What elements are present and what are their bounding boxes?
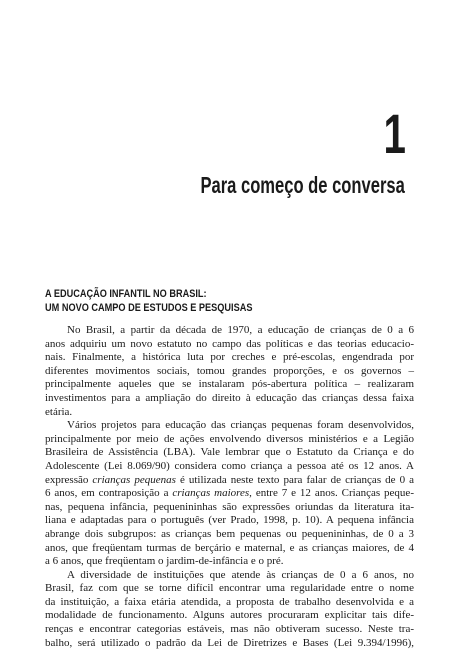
paragraph-2 [45, 419, 414, 569]
body-text [45, 324, 414, 650]
text-line: investimentos para a ampliação do direito à educação das crianças dessa faixa [45, 391, 414, 404]
text-run: entre 7 e 12 anos. Crianças peque- [251, 487, 414, 500]
text-line: diferentes movimentos sociais, tomou grandes proporções, e os governos – [45, 364, 414, 377]
text-line: anos adquiriu um novo estatuto no campo das políticas e das teorias educacio- [45, 337, 414, 350]
text-line [45, 474, 414, 488]
text-line: etária. [45, 405, 73, 418]
text-line: abrange dois subgrupos: as crianças bem pequenas ou pequenininhas, de 0 a 3 [45, 527, 414, 540]
text-run: expressão [45, 473, 93, 486]
text-line: anos, que freqüentam turmas de berçário e maternal, e as crianças maiores, de 4 [45, 541, 414, 554]
text-line: nais. Finalmente, a histórica luta por creches e pré-escolas, engendrada por [45, 351, 414, 364]
text-run: 6 anos, em contraposição a [45, 487, 173, 500]
text-line: renças e encontrar categorias estáveis, mas não obtiveram sucesso. Neste tra- [45, 623, 414, 636]
section-heading-line-1: A EDUCAÇÃO INFANTIL NO BRASIL: [45, 288, 207, 300]
text-line: Brasil, faz com que se torne difícil encontrar uma regularidade entre o nome [45, 582, 414, 595]
text-line: A diversidade de instituições que atende às crianças de 0 a 6 anos, no [67, 568, 414, 581]
text-line: balho, será utilizado o padrão da Lei de Diretrizes e Bases (Lei 9.394/1996), [45, 636, 414, 649]
text-line: No Brasil, a partir da década de 1970, a educação de crianças de 0 a 6 [67, 324, 414, 336]
chapter-number: 1 [383, 102, 405, 165]
italic-term: crianças pequenas [92, 473, 176, 486]
text-line: principalmente por meio de ações envolvendo diversos ministérios e a Legião [45, 432, 414, 445]
italic-term: crianças maiores, [172, 487, 252, 500]
text-line: Adolescente (Lei 8.069/90) considera como criança a pessoa até os 12 anos. A [45, 459, 414, 472]
text-line: liana e adaptadas para o português (ver Prado, 1998, p. 10). A pequena infância [45, 514, 414, 527]
text-line: a 6 anos, que freqüentam o jardim-de-infância e o pré. [45, 555, 284, 568]
text-line: Brasileira de Assistência (LBA). Vale lembrar que o Estatuto da Criança e do [45, 446, 414, 459]
paragraph-1 [45, 324, 414, 419]
text-line: principalmente aqueles que se instalaram pós-abertura política – realizaram [45, 378, 414, 391]
text-run: é utilizada neste texto para falar de crianças de 0 a [175, 473, 414, 486]
text-line: nas, pequena infância, pequenininhas são expressões oriundas da literatura ita- [45, 500, 414, 513]
text-line: Vários projetos para educação das crianças pequenas foram desenvolvidos, [67, 419, 414, 432]
text-line [45, 487, 414, 501]
section-heading-line-2: UM NOVO CAMPO DE ESTUDOS E PESQUISAS [45, 301, 253, 314]
section-heading [45, 288, 389, 315]
chapter-title: Para começo de conversa [200, 172, 405, 198]
text-line: modalidade de funcionamento. Alguns autores procuraram explicitar tais dife- [45, 609, 414, 622]
text-line: da instituição, a faixa etária atendida, a proposta de trabalho desenvolvida e a [45, 595, 414, 608]
paragraph-3 [45, 569, 414, 651]
